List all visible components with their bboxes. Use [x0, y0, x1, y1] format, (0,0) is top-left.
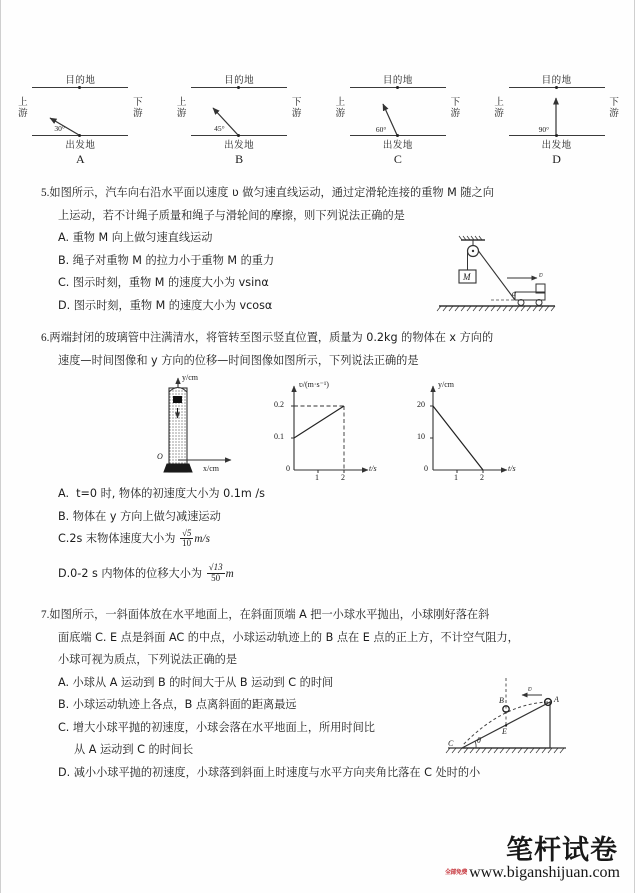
- upstream-label: 上游: [335, 97, 346, 119]
- yt-xtick-2: 2: [480, 473, 484, 482]
- q7-option-c: C. 增大小球平抛的初速度，小球会落在水平地面上，所用时间比: [58, 720, 375, 734]
- q6-option-d-denominator: 50: [211, 572, 221, 583]
- destination-label: 目的地: [541, 75, 572, 86]
- vt-ytick-1: 0.1: [274, 432, 284, 441]
- q5-option-c: C. 图示时刻，重物 M 的速度大小为 vsinα: [58, 276, 269, 289]
- q6-option-d-fraction: [207, 563, 225, 583]
- q6-glass-tube-figure: [151, 372, 236, 484]
- q7-option-d: D. 减小小球平抛的初速度，小球落到斜面上时速度与水平方向夹角比落在 C 处时的小: [58, 765, 481, 779]
- downstream-label: 下游: [291, 97, 302, 119]
- destination-label: 目的地: [224, 75, 255, 86]
- q7-point-e-label: E: [502, 727, 507, 736]
- q5-mass-label: M: [463, 272, 471, 282]
- angle-label-c: 60°: [375, 125, 387, 134]
- q7-velocity-label: ʋ: [528, 684, 532, 693]
- q6-option-d-numerator: √13: [208, 562, 223, 573]
- q5-option-b: B. 绳子对重物 M 的拉力小于重物 M 的重力: [58, 253, 275, 267]
- start-label: 出发地: [65, 140, 96, 151]
- displacement-time-chart: [401, 372, 531, 484]
- q7-point-b-label: B: [499, 696, 504, 705]
- q7-option-b: B. 小球运动轨迹上各点，B 点离斜面的距离最远: [58, 698, 297, 711]
- vt-y-axis-label: ʋ/(m·s⁻¹): [299, 380, 329, 389]
- destination-label: 目的地: [65, 75, 96, 86]
- figure-letter-c: C: [393, 152, 402, 166]
- vt-xtick-2: 2: [341, 473, 345, 482]
- boat-crossing-figure-row: [1, 72, 635, 172]
- watermark-brand: 笔杆试卷: [506, 835, 618, 866]
- boat-figure-d: [491, 72, 623, 172]
- downstream-label: 下游: [133, 97, 143, 119]
- q7-stem-line1: [41, 604, 601, 627]
- q6-y-axis-label: y/cm: [182, 373, 198, 382]
- question-6-options: [41, 483, 601, 585]
- q6-option-c-fraction: [180, 529, 193, 549]
- watermark-free-tag: 全部免费: [445, 869, 468, 876]
- figure-letter-d: D: [552, 152, 561, 166]
- q5-angle-label: α: [512, 289, 517, 298]
- q7-stem-text1: 如图所示，一斜面体放在水平地面上，在斜面顶端 A 把一小球水平抛出，小球刚好落在斜: [49, 608, 490, 621]
- vt-xtick-1: 1: [315, 473, 319, 482]
- q7-angle-label: θ: [477, 736, 481, 745]
- q6-option-c-numerator: √5: [181, 527, 192, 538]
- q7-number: 7.: [41, 609, 50, 621]
- boat-figure-a: [14, 72, 146, 172]
- q5-stem-line1: [41, 182, 601, 205]
- q6-option-c: [41, 528, 601, 551]
- q6-origin-label: O: [157, 452, 163, 461]
- q5-stem-line2: 上运动，若不计绳子质量和绳子与滑轮间的摩擦，则下列说法正确的是: [58, 208, 405, 222]
- start-label: 出发地: [541, 140, 572, 151]
- q6-option-d-text: 0-2 s 内物体的位移大小为: [70, 566, 203, 580]
- q6-option-a-prefix: A.: [58, 487, 70, 500]
- downstream-label: 下游: [450, 97, 461, 119]
- q6-option-b-text: 物体在 y 方向上做匀减速运动: [72, 509, 221, 523]
- q5-option-d: D. 图示时刻，重物 M 的速度大小为 vcosα: [58, 298, 273, 312]
- q6-stem-line2: 速度—时间图像和 y 方向的位移—时间图像如图所示，下列说法正确的是: [58, 353, 419, 367]
- vt-ytick-2: 0.2: [274, 400, 284, 409]
- q5-stem-text1: 如图所示，汽车向右沿水平面以速度 ʋ 做匀速直线运动，通过定滑轮连接的重物 M 随之向: [49, 186, 494, 199]
- incline-projectile-diagram: [444, 678, 572, 770]
- upstream-label: 上游: [176, 97, 187, 119]
- yt-x-axis-label: t/s: [508, 464, 516, 473]
- yt-y-axis-label: y/cm: [438, 380, 454, 389]
- q5-pulley-cart-figure: [433, 234, 561, 322]
- boat-figure-b: [173, 72, 305, 172]
- q5-velocity-label: ʋ: [539, 270, 543, 279]
- q7-stem-line2: 面底端 C. E 点是斜面 AC 的中点，小球运动轨迹上的 B 点在 E 点的正上方，不计空气阻力，: [58, 630, 519, 644]
- q6-option-c-prefix: C.: [58, 532, 70, 545]
- q7-point-c-label: C: [448, 739, 454, 748]
- q6-option-d: [41, 563, 601, 586]
- figure-letter-a: A: [76, 152, 85, 166]
- angle-label-b: 45°: [214, 124, 225, 133]
- destination-label: 目的地: [382, 75, 413, 86]
- start-label: 出发地: [382, 140, 413, 151]
- yt-xtick-1: 1: [454, 473, 458, 482]
- q6-option-c-text: 2s 末物体速度大小为: [69, 532, 176, 545]
- angle-label-a: 30°: [54, 124, 65, 133]
- q7-option-c-cont: 从 A 运动到 C 的时间长: [74, 743, 194, 756]
- yt-ytick-1: 10: [417, 432, 425, 441]
- q6-option-c-unit: m/s: [194, 533, 210, 545]
- watermark-url: www.biganshijuan.com: [469, 864, 620, 881]
- figure-letter-b: B: [235, 152, 244, 166]
- question-6: [41, 327, 601, 372]
- angle-label-d: 90°: [538, 125, 550, 134]
- vt-ytick-0: 0: [286, 464, 290, 473]
- q6-option-b-prefix: B.: [58, 509, 70, 523]
- glass-tube-diagram: [151, 372, 236, 484]
- q6-stem-line1: [41, 327, 601, 350]
- upstream-label: 上游: [494, 97, 504, 119]
- q6-option-c-denominator: 10: [182, 538, 192, 549]
- velocity-time-chart: [256, 372, 386, 484]
- q6-option-d-prefix: D.: [58, 566, 71, 580]
- q6-stem-text1: 两端封闭的玻璃管中注满清水，将管转至图示竖直位置，质量为 0.2kg 的物体在 x 方向的: [49, 331, 494, 344]
- q6-option-b: [41, 506, 601, 529]
- q6-x-axis-label: x/cm: [203, 464, 219, 473]
- q5-option-a: A. 重物 M 向上做匀速直线运动: [58, 231, 213, 244]
- yt-ytick-2: 20: [417, 400, 425, 409]
- q5-number: 5.: [41, 187, 50, 199]
- q7-point-a-label: A: [554, 695, 559, 704]
- q6-option-d-unit: m: [225, 567, 234, 580]
- watermark: [445, 837, 620, 881]
- upstream-label: 上游: [18, 97, 28, 119]
- q6-number: 6.: [41, 332, 50, 344]
- start-label: 出发地: [224, 140, 255, 151]
- q6-option-a-text: t=0 时, 物体的初速度大小为 0.1m /s: [76, 487, 265, 500]
- yt-ytick-0: 0: [424, 464, 428, 473]
- q7-option-a: A. 小球从 A 运动到 B 的时间大于从 B 运动到 C 的时间: [58, 675, 334, 689]
- downstream-label: 下游: [609, 97, 619, 119]
- q7-stem-line3: 小球可视为质点，下列说法正确的是: [58, 653, 238, 666]
- boat-figure-c: [332, 72, 464, 172]
- vt-x-axis-label: t/s: [369, 464, 377, 473]
- q7-incline-projectile-figure: [444, 678, 572, 770]
- q6-option-a: [41, 483, 601, 506]
